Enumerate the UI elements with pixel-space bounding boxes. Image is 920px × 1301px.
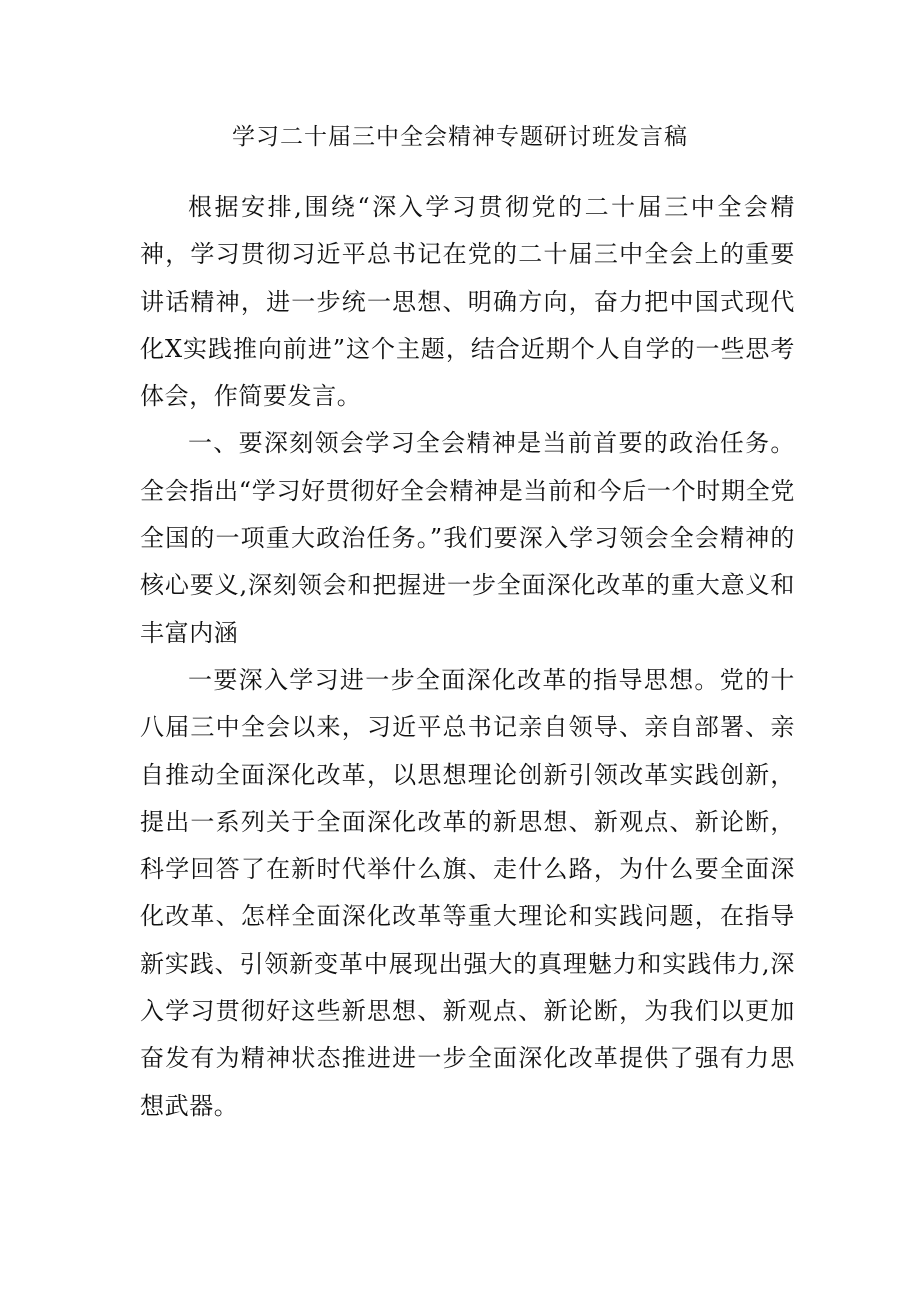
paragraph-guiding-thought: 一要深入学习进一步全面深化改革的指导思想。党的十八届三中全会以来，习近平总书记亲自领导、亲自部署、亲自推动全面深化改革，以思想理论创新引领改革实践创新，提出一系列关于全面深化改革的新思想、新观点、新论断，科学回答了在新时代举什么旗、走什么路，为什么要全面深化改革、怎样全面深化改革等重大理论和实践问题，在指导新实践、引领新变革中展现出强大的真理魅力和实践伟力,深入学习贯彻好这些新思想、新观点、新论断，为我们以更加奋发有为精神状态推进进一步全面深化改革提供了强有力思想武器。 — [140, 665, 795, 1120]
document-title: 学习二十届三中全会精神专题研讨班发言稿 — [232, 124, 688, 150]
document-body — [140, 184, 795, 1130]
paragraph-intro: 根据安排,围绕“深入学习贯彻党的二十届三中全会精神，学习贯彻习近平总书记在党的二十届三中全会上的重要讲话精神，进一步统一思想、明确方向，奋力把中国式现代化X实践推向前进”这个主题，结合近期个人自学的一些思考体会，作简要发言。 — [140, 193, 795, 411]
paragraph-section-one: 一、要深刻领会学习全会精神是当前首要的政治任务。全会指出“学习好贯彻好全会精神是当前和今后一个时期全党全国的一项重大政治任务。”我们要深入学习领会全会精神的核心要义,深刻领会和把握进一步全面深化改革的重大意义和丰富内涵 — [140, 429, 795, 647]
